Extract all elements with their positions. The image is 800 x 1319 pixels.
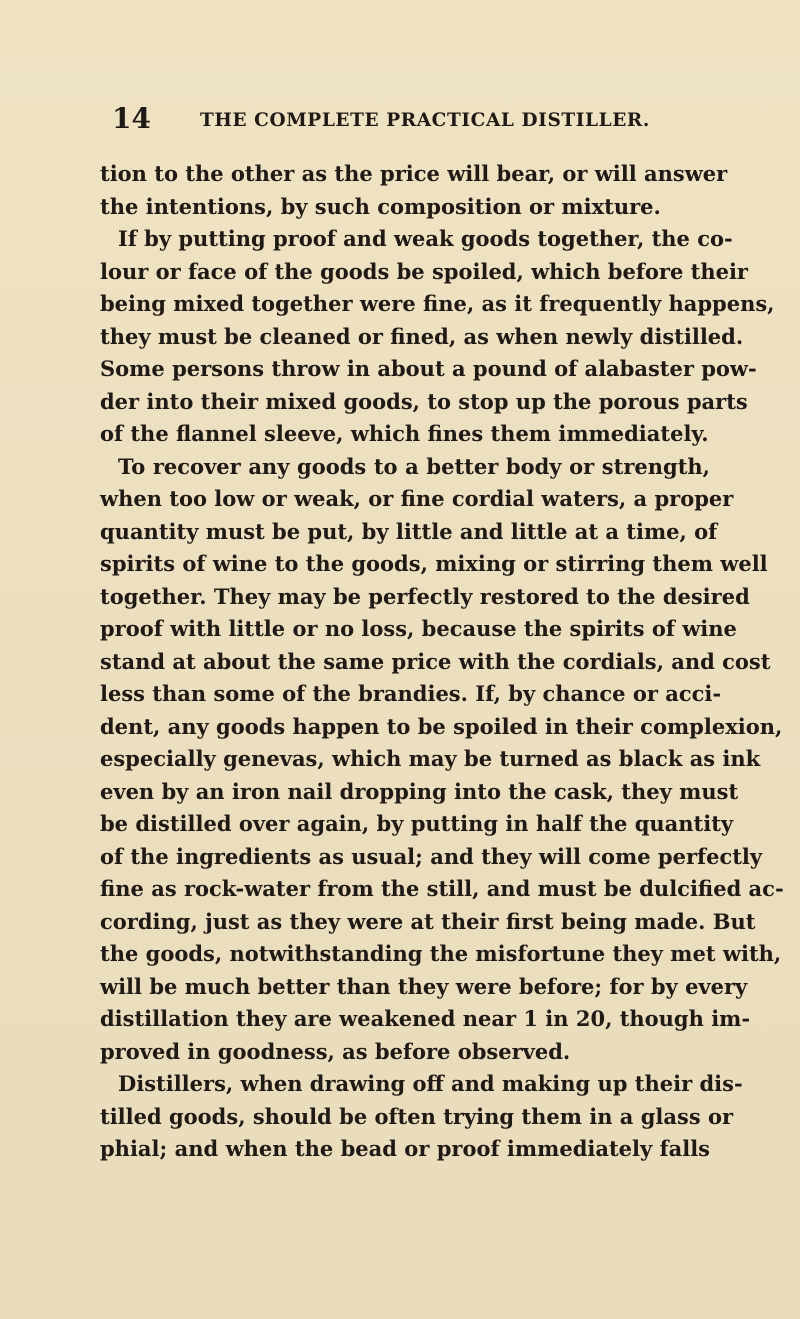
- text-line: Distillers, when drawing off and making up their dis-: [118, 1071, 743, 1096]
- text-line: der into their mixed goods, to stop up the porous parts: [100, 388, 748, 414]
- text-line: To recover any goods to a better body or strength,: [118, 453, 710, 479]
- text-line: together. They may be perfectly restored to the desired: [100, 583, 750, 609]
- body-text: [100, 158, 784, 1166]
- text-line: dent, any goods happen to be spoiled in their complexion,: [100, 713, 783, 739]
- text-line: being mixed together were fine, as it frequently happens,: [100, 291, 775, 316]
- text-line: stand at about the same price with the cordials, and cost: [100, 648, 771, 674]
- text-line: be distilled over again, by putting in half the quantity: [100, 811, 734, 836]
- text-line: tilled goods, should be often trying them in a glass or: [100, 1103, 734, 1129]
- text-line: the intentions, by such composition or mixture.: [100, 193, 661, 219]
- text-line: of the flannel sleeve, which fines them immediately.: [100, 421, 709, 446]
- text-line: tion to the other as the price will bear, or will answer: [100, 161, 728, 186]
- text-line: spirits of wine to the goods, mixing or stirring them well: [100, 551, 768, 576]
- text-line: when too low or weak, or fine cordial waters, a proper: [100, 486, 734, 511]
- text-line: the goods, notwithstanding the misfortune they met with,: [100, 941, 782, 966]
- text-line: fine as rock-water from the still, and must be dulcified ac-: [100, 876, 784, 901]
- text-line: quantity must be put, by little and little at a time, of: [100, 518, 718, 544]
- text-line: Some persons throw in about a pound of alabaster pow-: [100, 356, 757, 381]
- text-line: especially genevas, which may be turned as black as ink: [100, 746, 761, 771]
- text-line: If by putting proof and weak goods together, the co-: [118, 226, 733, 251]
- text-line: proved in goodness, as before observed.: [100, 1038, 571, 1064]
- text-line: will be much better than they were before; for by every: [100, 973, 748, 999]
- text-line: even by an iron nail dropping into the cask, they must: [100, 778, 739, 804]
- text-line: lour or face of the goods be spoiled, which before their: [100, 258, 748, 284]
- text-line: of the ingredients as usual; and they will come perfectly: [100, 843, 763, 869]
- text-line: proof with little or no loss, because the spirits of wine: [100, 616, 737, 641]
- text-line: distillation they are weakened near 1 in 20, though im-: [100, 1006, 751, 1031]
- text-line: less than some of the brandies. If, by chance or acci-: [100, 681, 722, 706]
- text-line: cording, just as they were at their first being made. But: [100, 908, 756, 934]
- running-title: THE COMPLETE PRACTICAL DISTILLER.: [200, 110, 650, 131]
- page-header: [112, 102, 697, 136]
- text-line: they must be cleaned or fined, as when newly distilled.: [100, 323, 744, 349]
- text-line: phial; and when the bead or proof immediately falls: [100, 1136, 710, 1161]
- page-number: 14: [112, 102, 151, 135]
